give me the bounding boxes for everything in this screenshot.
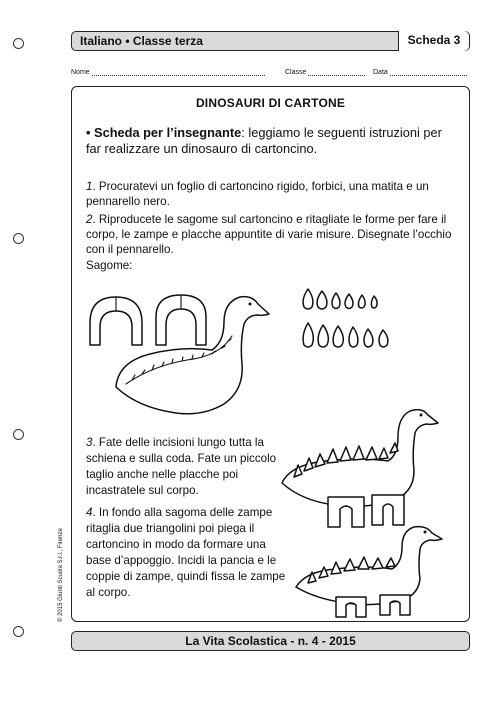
- subject-title: Italiano • Classe terza: [80, 34, 203, 48]
- step-1-number: 1: [86, 180, 93, 193]
- step-4-text: . In fondo alla sagoma delle zampe ritaglia due triangolini poi piega il cartoncino in modo da formare una base d’appoggio. Incidi la pancia e le coppie di zampe, quindi fissa le zampe al corpo.: [86, 506, 286, 599]
- step-3: [86, 435, 286, 499]
- header-bar: [71, 31, 470, 51]
- binder-hole-bottom: [13, 626, 24, 637]
- name-label: Nome: [71, 69, 90, 76]
- step-2: [86, 212, 458, 257]
- worksheet-content: [71, 86, 470, 622]
- step-2-number: 2: [86, 213, 93, 226]
- date-field[interactable]: [373, 67, 467, 76]
- sagome-label: Sagome:: [86, 259, 133, 272]
- step-4-number: 4: [86, 506, 93, 519]
- copyright-notice: © 2015 Giunti Scuola S.r.l., Firenze: [58, 528, 64, 622]
- worksheet-title: DINOSAURI DI CARTONE: [195, 96, 346, 110]
- step-4: [86, 505, 286, 601]
- binder-hole-middle-bottom: [13, 429, 24, 440]
- student-fields: [71, 67, 470, 79]
- name-field[interactable]: [71, 67, 265, 76]
- step-2-text: . Riproducete le sagome sul cartoncino e ritagliate le forme per fare il corpo, le zampe e placche appuntite di varie misure. Disegnate l’occhio con il pennarello.: [86, 213, 452, 256]
- sheet-number: Scheda 3: [398, 31, 469, 51]
- step-1: [86, 179, 458, 209]
- footer-bar: La Vita Scolastica - n. 4 - 2015: [71, 631, 470, 651]
- assembled-dinosaur-2-illustration: [294, 525, 444, 620]
- intro-text: : leggiamo le seguenti istruzioni per far realizzare un dinosauro di cartoncino.: [86, 125, 442, 156]
- binder-hole-middle-top: [13, 233, 24, 244]
- step-3-number: 3: [86, 436, 93, 449]
- intro-bold-label: • Scheda per l’insegnante: [86, 125, 242, 140]
- date-label: Data: [373, 69, 388, 76]
- class-field[interactable]: [285, 67, 365, 76]
- class-label: Classe: [285, 69, 307, 76]
- step-3-text: . Fate delle incisioni lungo tutta la schiena e sulla coda. Fate un piccolo taglio anche nelle placche poi incastratele sul corpo.: [86, 436, 277, 497]
- teacher-intro: [86, 125, 458, 157]
- body-template-illustration: [112, 292, 272, 417]
- binder-hole-top: [13, 38, 24, 49]
- assembled-dinosaur-1-illustration: [280, 405, 440, 535]
- step-1-text: . Procuratevi un foglio di cartoncino rigido, forbici, una matita e un pennarello nero.: [86, 180, 429, 208]
- plates-template-illustration: [300, 287, 400, 359]
